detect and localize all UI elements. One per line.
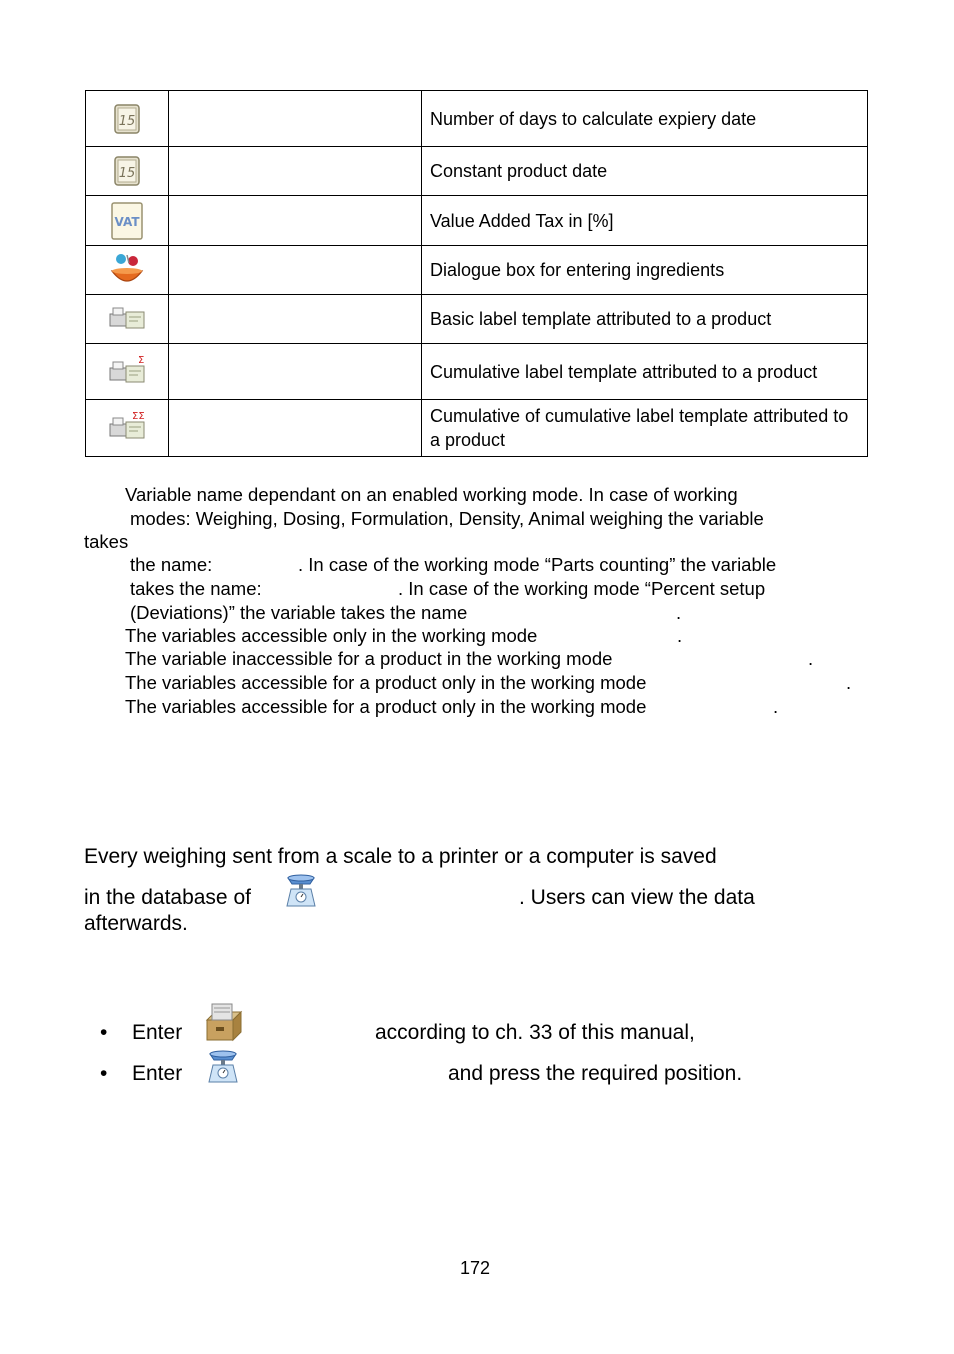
note-line: . In case of the working mode “Percent setup <box>398 578 766 599</box>
table-row <box>86 344 868 400</box>
note-line: modes: Weighing, Dosing, Formulation, Density, Animal weighing the variable <box>130 508 764 529</box>
note-line: takes the name: <box>130 578 262 599</box>
note-line: The variables accessible for a product only in the working mode <box>125 672 647 693</box>
step-text: according to ch. 33 of this manual, <box>375 1021 695 1044</box>
note-line: takes <box>84 531 129 552</box>
body-text: . Users can view the data <box>519 886 755 909</box>
page-number: 172 <box>460 1258 491 1278</box>
svg-text:ΣΣ: ΣΣ <box>132 411 145 422</box>
svg-text:Σ: Σ <box>138 354 145 366</box>
row-description: Dialogue box for entering ingredients <box>422 246 868 295</box>
row-description: Cumulative of cumulative label template attributed to a product <box>422 400 868 457</box>
printer-cumulative-of-cumulative-label-icon <box>106 408 148 448</box>
note-line: The variables accessible for a product only in the working mode <box>125 696 647 717</box>
note-line: The variables accessible only in the working mode <box>125 625 538 646</box>
row-description: Basic label template attributed to a product <box>422 295 868 344</box>
note-line: Variable name dependant on an enabled working mode. In case of working <box>125 484 738 505</box>
row-description: Constant product date <box>422 147 868 196</box>
printer-cumulative-label-icon <box>106 352 148 392</box>
body-text: Every weighing sent from a scale to a printer or a computer is saved <box>84 845 717 868</box>
body-text: in the database of <box>84 886 251 909</box>
printer-label-icon <box>106 302 148 336</box>
weighing-scale-icon <box>282 870 320 908</box>
note-line: . <box>773 696 779 717</box>
row-description: Value Added Tax in [%] <box>422 196 868 246</box>
database-drawer-icon <box>203 1000 245 1044</box>
body-text: afterwards. <box>84 912 188 935</box>
variables-table <box>85 90 868 457</box>
svg-text:15: 15 <box>118 113 136 129</box>
weighing-scale-icon <box>204 1046 242 1084</box>
note-line: . In case of the working mode “Parts counting” the variable <box>298 554 777 575</box>
ingredients-bowl-icon <box>107 249 147 291</box>
note-line: . <box>677 625 683 646</box>
vat-icon <box>107 199 147 243</box>
table-row <box>86 196 868 246</box>
table-row <box>86 246 868 295</box>
note-line: . <box>676 602 682 623</box>
row-description: Number of days to calculate expiery date <box>422 91 868 147</box>
step-prefix: Enter <box>132 1062 183 1085</box>
note-line: The variable inaccessible for a product in the working mode <box>125 648 613 669</box>
table-row <box>86 147 868 196</box>
svg-text:VAT: VAT <box>114 214 140 229</box>
note-line: the name: <box>130 554 213 575</box>
svg-text:15: 15 <box>118 166 136 181</box>
calendar-icon <box>107 151 147 191</box>
bullet: • <box>100 1062 108 1085</box>
row-description: Cumulative label template attributed to a product <box>422 344 868 400</box>
step-prefix: Enter <box>132 1021 183 1044</box>
step-text: and press the required position. <box>448 1062 743 1085</box>
note-line: (Deviations)” the variable takes the name <box>130 602 468 623</box>
calendar-icon <box>107 99 147 139</box>
bullet: • <box>100 1021 108 1044</box>
table-row <box>86 295 868 344</box>
table-row <box>86 400 868 457</box>
note-line: . <box>846 672 852 693</box>
table-row <box>86 91 868 147</box>
note-line: . <box>808 648 814 669</box>
